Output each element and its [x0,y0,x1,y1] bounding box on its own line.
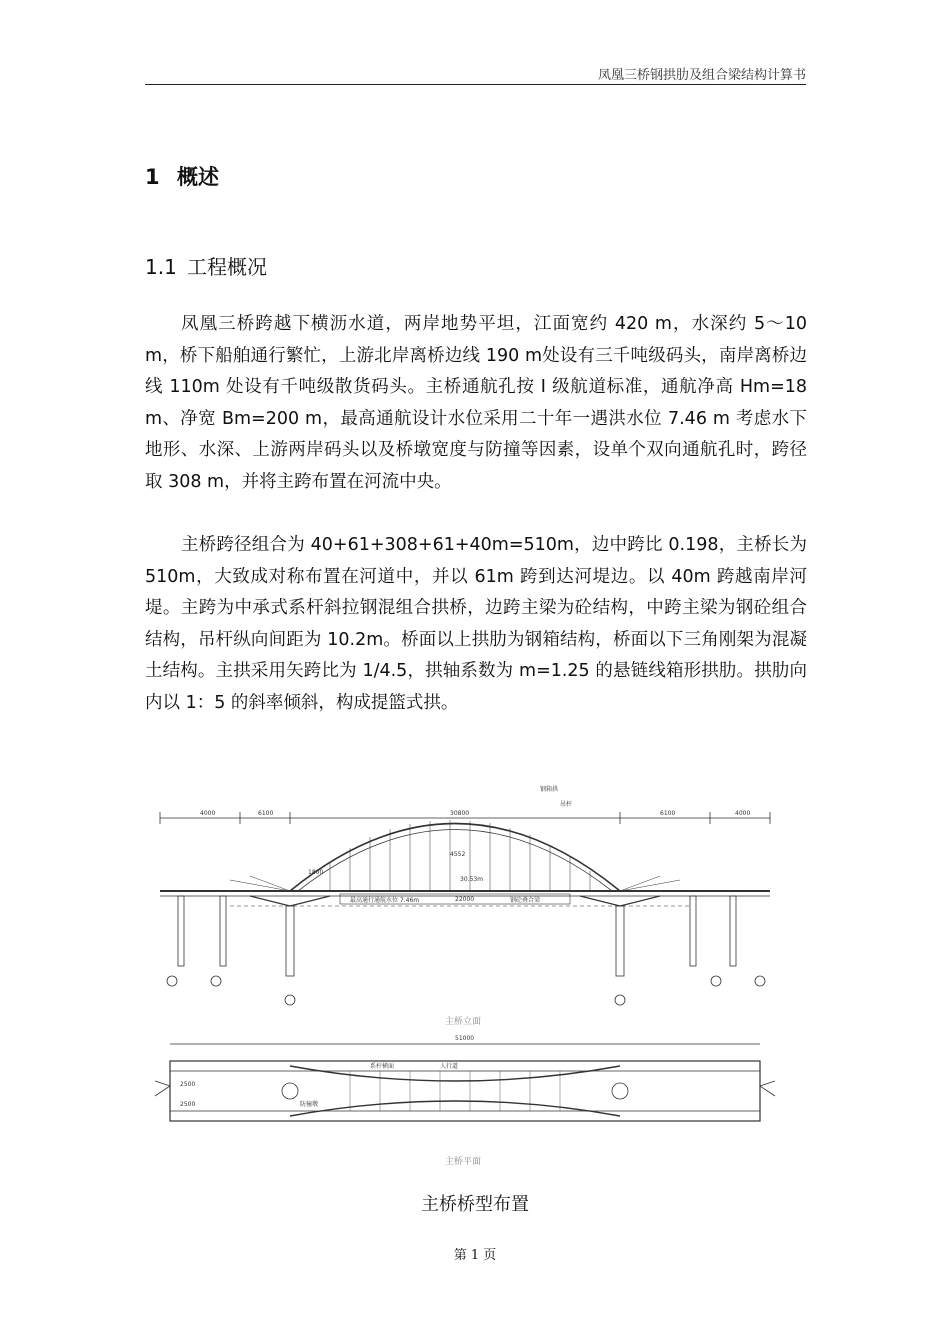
section-number: 1 [145,165,160,189]
page-number: 第 1 页 [453,1248,497,1263]
paragraph-1-text: 凤凰三桥跨越下横沥水道，两岸地势平坦，江面宽约 420 m，水深约 5～10 m，桥下船舶通行繁忙，上游北岸离桥边线 190 m处设有三千吨级码头，南岸离桥边线 110m 处设有千吨级散货码头。主桥通航孔按 I 级航道标准，通航净高 Hm=18 m、净宽 Bm=200 m，最高通航设计水位采用二十年一遇洪水位 7.46 m 考虑水下地形、水深、上游两岸码头以及桥墩宽度与防撞等因素，设单个双向通航孔时，跨径取 308 m，并将主跨布置在河流中央。 [145,314,807,492]
label-arch-rib: 钢箱拱 [540,786,559,793]
paragraph-1 [145,309,807,499]
plan-drawing [155,1044,775,1121]
subsection-number: 1.1 [145,255,177,279]
dim-plan-w2: 2500 [180,1101,196,1108]
label-composite: 钢砼叠合梁 [510,897,541,904]
elevation-title: 主桥立面 [445,1017,482,1027]
label-plan-walk: 人行道 [440,1063,459,1070]
label-navigation: 最高通行通航水位 7.46m [350,897,420,904]
dim-total: 51000 [455,1035,475,1042]
plan-title: 主桥平面 [445,1157,482,1167]
dim-rise: 4552 [450,851,466,858]
label-span-note: 30.53m [460,876,484,883]
header-title: 凤凰三桥钢拱肋及组合梁结构计算书 [597,68,806,83]
dim-left-outer: 4000 [200,810,216,817]
subsection-heading [145,251,267,280]
dim-main-span: 30800 [450,810,470,817]
page-header [145,62,806,85]
elevation-drawing [160,812,770,1005]
dim-plan-w1: 2500 [180,1081,196,1088]
dim-deck: 1800 [308,869,324,876]
label-clear: 22000 [455,896,475,903]
label-hanger: 吊杆 [560,801,573,808]
section-title: 概述 [177,165,219,189]
label-plan-curb: 防撞墩 [300,1101,319,1108]
dim-right-outer: 4000 [735,810,751,817]
bridge-layout-figure [150,756,790,1176]
label-plan-tie: 系杆横面 [370,1063,395,1070]
subsection-title: 工程概况 [187,255,267,279]
figure-caption: 主桥桥型布置 [421,1194,529,1215]
section-heading [145,161,219,191]
dim-left-side: 6100 [258,810,274,817]
paragraph-2 [145,530,807,720]
paragraph-2-text: 主桥跨径组合为 40+61+308+61+40m=510m，边中跨比 0.198，主桥长为 510m，大致成对称布置在河道中，并以 61m 跨到达河堤边。以 40m 跨越南岸河堤。主跨为中承式系杆斜拉钢混组合拱桥，边跨主梁为砼结构，中跨主梁为钢砼组合结构，吊杆纵向间距为 10.2m。桥面以上拱肋为钢箱结构，桥面以下三角刚架为混凝土结构。主拱采用矢跨比为 1/4.5，拱轴系数为 m=1.25 的悬链线箱形拱肋。拱肋向内以 1：5 的斜率倾斜，构成提篮式拱。 [145,535,807,713]
dim-right-side: 6100 [660,810,676,817]
piers [178,896,736,976]
